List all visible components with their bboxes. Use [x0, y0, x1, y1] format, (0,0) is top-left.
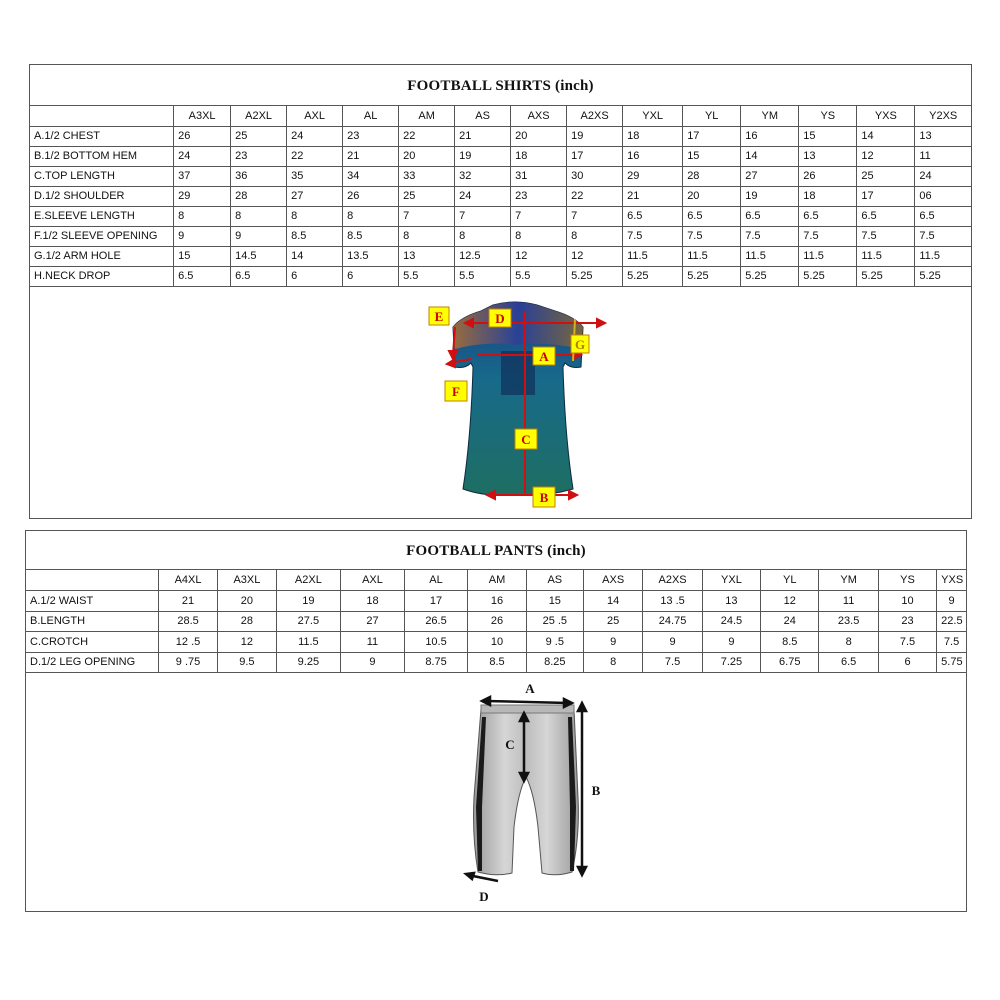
table-row — [26, 591, 966, 612]
measurement-value: 8.5 — [287, 226, 343, 246]
measurement-value: 12 — [218, 632, 276, 653]
table-row — [30, 246, 971, 266]
jersey-label-a-group — [533, 347, 555, 365]
table-row — [30, 186, 971, 206]
table-row — [30, 266, 971, 286]
pants-size-header: YXS — [937, 570, 966, 591]
measurement-value: 11.5 — [799, 246, 857, 266]
measurement-value: 8.5 — [343, 226, 399, 246]
measurement-value: 26.5 — [404, 611, 468, 632]
shirts-size-header: A3XL — [174, 106, 231, 126]
measurement-value: 26 — [174, 126, 231, 146]
measurement-label: C.TOP LENGTH — [30, 166, 174, 186]
measurement-value: 29 — [174, 186, 231, 206]
measurement-value: 9 — [702, 632, 760, 653]
measurement-value: 21 — [343, 146, 399, 166]
shirts-size-header: YL — [683, 106, 741, 126]
shirts-size-header: AM — [399, 106, 455, 126]
measurement-label: D.1/2 SHOULDER — [30, 186, 174, 206]
measurement-label: D.1/2 LEG OPENING — [26, 652, 158, 673]
pants-size-header: AS — [526, 570, 583, 591]
table-row — [30, 206, 971, 226]
shirts-size-header: AXS — [511, 106, 567, 126]
measurement-value: 9 — [937, 591, 966, 612]
measurement-label: C.CROTCH — [26, 632, 158, 653]
pants-size-header: AXS — [583, 570, 642, 591]
measurement-value: 12.5 — [455, 246, 511, 266]
measurement-value: 24 — [287, 126, 343, 146]
pants-size-header: YXL — [702, 570, 760, 591]
measurement-value: 5.25 — [683, 266, 741, 286]
pants-label-a: A — [525, 681, 535, 696]
pants-waistband — [481, 705, 574, 713]
measurement-value: 34 — [343, 166, 399, 186]
measurement-value: 8 — [287, 206, 343, 226]
measurement-value: 18 — [341, 591, 405, 612]
measurement-value: 5.25 — [857, 266, 915, 286]
measurement-value: 25 — [399, 186, 455, 206]
measurement-value: 35 — [287, 166, 343, 186]
measurement-value: 28 — [218, 611, 276, 632]
measurement-value: 7.5 — [799, 226, 857, 246]
shirts-size-header: AL — [343, 106, 399, 126]
measurement-value: 9 — [231, 226, 287, 246]
measurement-value: 37 — [174, 166, 231, 186]
shirts-size-header: YM — [741, 106, 799, 126]
measurement-value: 16 — [741, 126, 799, 146]
jersey-label-b-group — [533, 487, 555, 507]
measurement-value: 30 — [567, 166, 623, 186]
pants-size-header: YM — [819, 570, 878, 591]
measurement-value: 16 — [623, 146, 683, 166]
measurement-value: 5.25 — [799, 266, 857, 286]
pants-body — [474, 709, 579, 875]
measurement-value: 8 — [583, 652, 642, 673]
measurement-value: 06 — [915, 186, 971, 206]
measurement-value: 14 — [741, 146, 799, 166]
measurement-value: 17 — [683, 126, 741, 146]
pants-header-row — [26, 570, 966, 591]
measurement-value: 11 — [915, 146, 971, 166]
measurement-value: 8 — [174, 206, 231, 226]
measurement-value: 11.5 — [623, 246, 683, 266]
shirts-size-header: AS — [455, 106, 511, 126]
measurement-value: 36 — [231, 166, 287, 186]
measurement-value: 21 — [623, 186, 683, 206]
measurement-value: 5.25 — [741, 266, 799, 286]
shirts-table-body — [30, 126, 971, 286]
measurement-value: 7.25 — [702, 652, 760, 673]
measurement-value: 22 — [287, 146, 343, 166]
measurement-value: 19 — [455, 146, 511, 166]
measurement-value: 8 — [231, 206, 287, 226]
measurement-value: 12 — [761, 591, 819, 612]
shirts-chart-title: FOOTBALL SHIRTS (inch) — [30, 65, 971, 106]
measurement-value: 7.5 — [915, 226, 971, 246]
measurement-value: 23 — [231, 146, 287, 166]
measurement-value: 6.5 — [741, 206, 799, 226]
measurement-value: 23 — [878, 611, 936, 632]
pants-size-header: A2XL — [276, 570, 341, 591]
shirts-size-chart — [29, 64, 972, 519]
measurement-value: 11 — [341, 632, 405, 653]
table-row — [30, 126, 971, 146]
jersey-label-a: A — [539, 349, 549, 364]
measurement-value: 16 — [468, 591, 526, 612]
measurement-value: 14 — [857, 126, 915, 146]
measurement-value: 8 — [399, 226, 455, 246]
table-row — [26, 632, 966, 653]
measurement-value: 11.5 — [915, 246, 971, 266]
measurement-value: 13 .5 — [643, 591, 702, 612]
measurement-value: 17 — [857, 186, 915, 206]
measurement-value: 12 — [567, 246, 623, 266]
measurement-value: 5.25 — [623, 266, 683, 286]
measurement-value: 9 — [583, 632, 642, 653]
measurement-value: 12 .5 — [158, 632, 217, 653]
table-row — [26, 611, 966, 632]
measurement-value: 8.75 — [404, 652, 468, 673]
measurement-value: 24 — [915, 166, 971, 186]
table-row — [26, 652, 966, 673]
measurement-value: 13 — [702, 591, 760, 612]
measurement-value: 11.5 — [276, 632, 341, 653]
measurement-value: 15 — [799, 126, 857, 146]
measurement-value: 11.5 — [683, 246, 741, 266]
measurement-value: 12 — [857, 146, 915, 166]
measurement-value: 18 — [799, 186, 857, 206]
measurement-value: 24 — [761, 611, 819, 632]
measurement-value: 11.5 — [741, 246, 799, 266]
measurement-value: 8 — [567, 226, 623, 246]
measurement-value: 6.5 — [857, 206, 915, 226]
jersey-label-e-group — [429, 307, 449, 325]
measurement-value: 20 — [511, 126, 567, 146]
pants-size-header: A4XL — [158, 570, 217, 591]
measurement-label: A.1/2 CHEST — [30, 126, 174, 146]
measurement-value: 9.5 — [218, 652, 276, 673]
measurement-value: 5.25 — [915, 266, 971, 286]
measurement-value: 6 — [878, 652, 936, 673]
measurement-value: 27 — [287, 186, 343, 206]
pants-header-corner — [26, 570, 158, 591]
measurement-value: 10.5 — [404, 632, 468, 653]
measurement-label: B.1/2 BOTTOM HEM — [30, 146, 174, 166]
jersey-label-d: D — [495, 311, 505, 326]
measurement-value: 7 — [567, 206, 623, 226]
measurement-value: 10 — [468, 632, 526, 653]
measurement-value: 25 — [231, 126, 287, 146]
measurement-value: 12 — [511, 246, 567, 266]
measurement-label: G.1/2 ARM HOLE — [30, 246, 174, 266]
measurement-value: 6.5 — [819, 652, 878, 673]
measurement-value: 18 — [511, 146, 567, 166]
measurement-value: 20 — [683, 186, 741, 206]
measurement-value: 19 — [276, 591, 341, 612]
pants-size-header: AL — [404, 570, 468, 591]
measurement-value: 20 — [218, 591, 276, 612]
pants-table-body — [26, 591, 966, 673]
measurement-value: 26 — [799, 166, 857, 186]
measurement-value: 9 — [174, 226, 231, 246]
measurement-value: 21 — [158, 591, 217, 612]
shirts-size-header: AXL — [287, 106, 343, 126]
measurement-value: 9.25 — [276, 652, 341, 673]
measurement-value: 6.75 — [761, 652, 819, 673]
measurement-value: 26 — [343, 186, 399, 206]
measurement-value: 8 — [819, 632, 878, 653]
measurement-value: 7.5 — [857, 226, 915, 246]
measurement-value: 15 — [174, 246, 231, 266]
measurement-value: 13 — [399, 246, 455, 266]
measurement-value: 23.5 — [819, 611, 878, 632]
jersey-diagram — [405, 297, 625, 511]
table-row — [30, 146, 971, 166]
shirts-size-header: YXL — [623, 106, 683, 126]
measurement-value: 8.5 — [761, 632, 819, 653]
measurement-value: 7 — [511, 206, 567, 226]
pants-size-chart — [25, 530, 967, 912]
measurement-value: 24.75 — [643, 611, 702, 632]
measurement-value: 11 — [819, 591, 878, 612]
measurement-value: 5.5 — [399, 266, 455, 286]
measurement-value: 28 — [231, 186, 287, 206]
shirts-header-corner — [30, 106, 174, 126]
measurement-value: 25 — [583, 611, 642, 632]
measurement-value: 10 — [878, 591, 936, 612]
measurement-value: 6 — [343, 266, 399, 286]
shirts-size-header: YXS — [857, 106, 915, 126]
measurement-value: 8.5 — [468, 652, 526, 673]
measurement-value: 19 — [567, 126, 623, 146]
measurement-value: 27 — [341, 611, 405, 632]
measurement-value: 17 — [567, 146, 623, 166]
measurement-value: 5.5 — [511, 266, 567, 286]
pants-size-header: AM — [468, 570, 526, 591]
jersey-number-block — [501, 351, 535, 395]
pants-size-header: A3XL — [218, 570, 276, 591]
measurement-value: 28.5 — [158, 611, 217, 632]
measurement-value: 9 — [341, 652, 405, 673]
measurement-value: 11.5 — [857, 246, 915, 266]
measurement-value: 6.5 — [915, 206, 971, 226]
jersey-label-c-group — [515, 429, 537, 449]
measurement-value: 6.5 — [231, 266, 287, 286]
pants-diagram — [426, 677, 626, 905]
jersey-label-g-group — [571, 335, 589, 353]
measurement-value: 27.5 — [276, 611, 341, 632]
measurement-value: 6 — [287, 266, 343, 286]
pants-size-header: A2XS — [643, 570, 702, 591]
measurement-value: 8 — [343, 206, 399, 226]
jersey-label-f-group — [445, 381, 467, 401]
measurement-value: 7.5 — [878, 632, 936, 653]
measurement-label: F.1/2 SLEEVE OPENING — [30, 226, 174, 246]
measurement-value: 18 — [623, 126, 683, 146]
measurement-label: H.NECK DROP — [30, 266, 174, 286]
pants-chart-title: FOOTBALL PANTS (inch) — [26, 531, 966, 570]
measurement-value: 22 — [399, 126, 455, 146]
measurement-value: 29 — [623, 166, 683, 186]
measurement-value: 7.5 — [643, 652, 702, 673]
measurement-value: 27 — [741, 166, 799, 186]
measurement-value: 8.25 — [526, 652, 583, 673]
measurement-value: 6.5 — [174, 266, 231, 286]
pants-size-header: YL — [761, 570, 819, 591]
measurement-value: 14 — [583, 591, 642, 612]
measurement-value: 7.5 — [683, 226, 741, 246]
measurement-value: 8 — [511, 226, 567, 246]
pants-label-c: C — [505, 737, 515, 752]
measurement-value: 13 — [799, 146, 857, 166]
shirts-size-header: A2XS — [567, 106, 623, 126]
measurement-label: E.SLEEVE LENGTH — [30, 206, 174, 226]
measurement-value: 6.5 — [623, 206, 683, 226]
shirts-size-header: YS — [799, 106, 857, 126]
measurement-value: 7.5 — [937, 632, 966, 653]
measurement-value: 21 — [455, 126, 511, 146]
jersey-label-f: F — [452, 384, 460, 399]
measurement-value: 15 — [526, 591, 583, 612]
measurement-label: A.1/2 WAIST — [26, 591, 158, 612]
measurement-value: 7 — [399, 206, 455, 226]
measurement-value: 14 — [287, 246, 343, 266]
shirts-size-header: Y2XS — [915, 106, 971, 126]
measurement-value: 19 — [741, 186, 799, 206]
measurement-value: 24 — [174, 146, 231, 166]
jersey-label-c: C — [521, 432, 531, 447]
measurement-value: 6.5 — [683, 206, 741, 226]
table-row — [30, 226, 971, 246]
measurement-value: 15 — [683, 146, 741, 166]
measurement-value: 7.5 — [741, 226, 799, 246]
shirts-size-header: A2XL — [231, 106, 287, 126]
pants-size-header: AXL — [341, 570, 405, 591]
measurement-value: 17 — [404, 591, 468, 612]
jersey-label-b: B — [539, 490, 549, 505]
measurement-value: 25 .5 — [526, 611, 583, 632]
measurement-value: 6.5 — [799, 206, 857, 226]
measurement-label: B.LENGTH — [26, 611, 158, 632]
measurement-value: 25 — [857, 166, 915, 186]
measurement-value: 14.5 — [231, 246, 287, 266]
measurement-value: 24.5 — [702, 611, 760, 632]
measurement-value: 13 — [915, 126, 971, 146]
pants-label-b: B — [591, 783, 601, 798]
measurement-value: 22.5 — [937, 611, 966, 632]
measurement-value: 9 — [643, 632, 702, 653]
measurement-value: 32 — [455, 166, 511, 186]
pants-table-header — [26, 570, 966, 591]
measurement-value: 9 .5 — [526, 632, 583, 653]
measurement-value: 8 — [455, 226, 511, 246]
measurement-value: 26 — [468, 611, 526, 632]
measurement-value: 7 — [455, 206, 511, 226]
measurement-value: 5.75 — [937, 652, 966, 673]
shirts-header-row — [30, 106, 971, 126]
measurement-value: 13.5 — [343, 246, 399, 266]
measurement-value: 22 — [567, 186, 623, 206]
pants-label-d: D — [479, 889, 489, 904]
measurement-value: 31 — [511, 166, 567, 186]
shirts-size-table — [30, 106, 971, 287]
measurement-value: 23 — [343, 126, 399, 146]
measurement-value: 5.25 — [567, 266, 623, 286]
jersey-label-e: E — [434, 309, 444, 324]
table-row — [30, 166, 971, 186]
measurement-value: 5.5 — [455, 266, 511, 286]
measurement-value: 9 .75 — [158, 652, 217, 673]
measurement-value: 24 — [455, 186, 511, 206]
jersey-label-d-group — [489, 309, 511, 327]
measurement-value: 23 — [511, 186, 567, 206]
pants-size-header: YS — [878, 570, 936, 591]
measurement-value: 20 — [399, 146, 455, 166]
measurement-value: 7.5 — [623, 226, 683, 246]
pants-size-table — [26, 570, 966, 673]
jersey-label-g: G — [574, 337, 586, 352]
shirts-table-header — [30, 106, 971, 126]
measurement-value: 33 — [399, 166, 455, 186]
measurement-value: 28 — [683, 166, 741, 186]
